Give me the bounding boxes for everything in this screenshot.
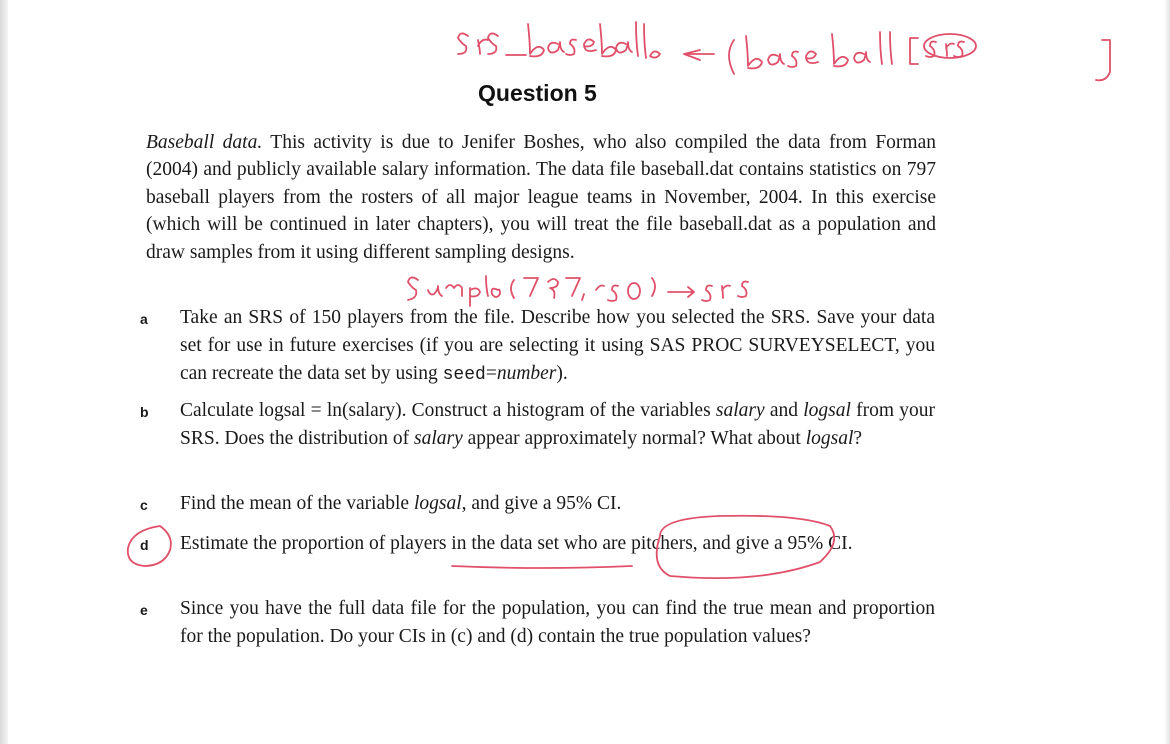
item-a	[180, 304, 935, 389]
underline-data-set	[452, 566, 632, 568]
intro-title: Baseball data.	[146, 132, 263, 153]
note-srs-baseball	[458, 22, 660, 58]
item-a-code: seed	[442, 365, 486, 385]
item-a-italic: number	[496, 363, 557, 384]
page-left-edge	[0, 0, 8, 744]
item-b-italic-3: salary	[414, 428, 463, 449]
d-marker-circle	[128, 526, 171, 566]
item-b	[180, 397, 935, 453]
item-c-marker: c	[140, 497, 148, 513]
item-d-marker: d	[140, 537, 149, 553]
item-c-italic: logsal	[413, 493, 462, 514]
item-b-marker: b	[140, 404, 149, 420]
intro-text: This activity is due to Jenifer Boshes, who also compiled the data from Forman (2004) and publicly available salary information. The data file baseball.dat contains statistics on 797 baseball players from the rosters of all major league teams in November, 2004. In this exercise (which will be continued in later chapters), you will treat the file baseball.dat as a population and draw samples from it using different sampling designs.	[146, 132, 936, 263]
item-a-text: Take an SRS of 150 players from the file. Describe how you selected the SRS. Save your data set for use in future exercises (if you are selecting it using SAS PROC SURVEYSELECT, you can recreate the data set by using	[180, 307, 935, 384]
item-c	[180, 490, 935, 518]
item-e: Since you have the full data file for the population, you can find the true mean and proportion for the population. Do your CIs in (c) and (d) contain the true population values?	[180, 598, 935, 647]
item-d: Estimate the proportion of players in the data set who are pitchers, and give a 95% CI.	[180, 533, 853, 554]
item-e-marker: e	[140, 602, 148, 618]
item-b-italic-4: logsal	[805, 428, 854, 449]
intro-paragraph	[146, 129, 936, 266]
item-b-text-4: appear approximately normal? What about	[462, 428, 806, 449]
item-c-text-2: , and give a 95% CI.	[461, 493, 622, 514]
item-a-marker: a	[140, 311, 148, 327]
page-right-edge	[1164, 0, 1170, 744]
item-c-text-1: Find the mean of the variable	[180, 493, 414, 514]
item-b-text-1: Calculate logsal = ln(salary). Construct a histogram of the variables	[180, 400, 716, 421]
question-heading: Question 5	[478, 80, 597, 106]
item-b-italic-1: salary	[715, 400, 765, 421]
item-b-text-5: ?	[853, 428, 863, 449]
note-baseball-srs	[684, 32, 1110, 80]
item-b-text-3: from your SRS. Does the distribution of	[180, 400, 935, 449]
item-b-italic-2: logsal	[803, 400, 851, 421]
item-b-text-2: and	[764, 400, 804, 421]
item-a-end: ).	[556, 363, 568, 384]
item-a-equals: =	[485, 363, 497, 384]
note-sample-call	[408, 276, 748, 306]
